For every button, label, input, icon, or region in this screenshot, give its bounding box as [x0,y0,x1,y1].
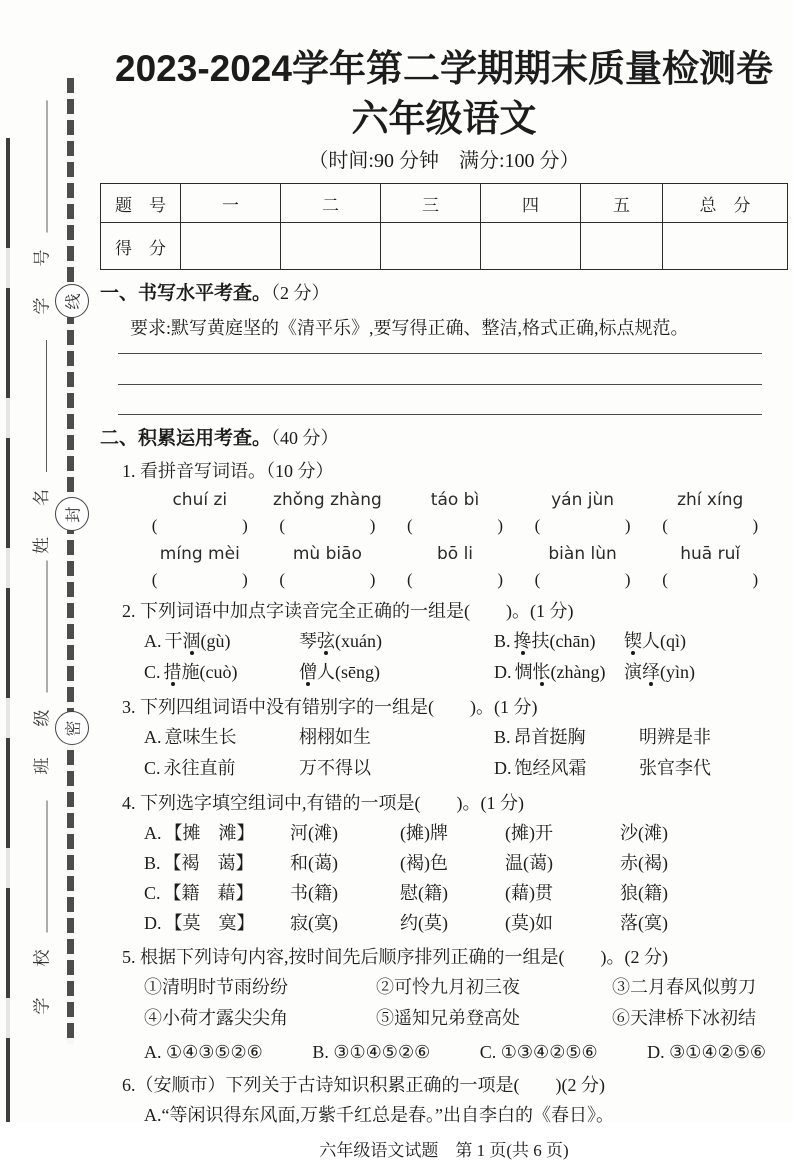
class-blank[interactable] [33,561,48,693]
q4-word: 寂(寞) [290,913,338,933]
score-table-header-cell: 五 [581,184,663,223]
answer-bracket[interactable] [407,568,503,592]
seal-char-feng [55,497,89,531]
score-table-header-cell: 总 分 [663,184,788,223]
q1-stem: 1. 看拼音写词语。（10 分） [122,461,334,481]
dotted-char: 搀 [513,631,532,651]
option-text: (yìn) [660,662,695,682]
q3-option-c-word2: 万不得以 [299,758,371,778]
q4-option-c[interactable] [144,878,290,908]
student-name-field [28,344,56,554]
score-input-cell[interactable] [281,223,381,270]
bracket-open: ( [406,570,413,589]
dotted-char: 弦 [317,631,335,651]
answer-bracket[interactable] [279,514,375,538]
bracket-close: ) [624,516,631,535]
answer-bracket[interactable] [407,514,503,538]
option-text: 永往直前 [163,758,236,778]
q1-answer-brackets-row1 [136,514,774,538]
exam-info-line: （时间:90 分钟 满分:100 分） [308,150,580,172]
q4-word: 赤(褐) [620,853,668,873]
bracket-close: ) [242,570,248,589]
option-label: C. [144,883,161,903]
q6-stem: 6.（安顺市）下列关于古诗知识积累正确的一项是( )(2 分) [122,1075,605,1095]
score-table-header-cell: 题 号 [101,184,181,223]
q3-option-d[interactable] [494,753,639,784]
q4-options [144,818,788,938]
q4-word: 河(滩) [290,823,338,843]
bracket-close: ) [752,570,759,589]
q5-answer-d[interactable]: D. ③①④②⑤⑥ [647,1042,766,1062]
pinyin-word: yán jùn [551,490,615,510]
school-field [29,812,57,1015]
school-label: 学 校 [32,942,52,1015]
score-input-cell[interactable] [481,223,581,270]
class-field [29,578,57,775]
bracket-open: ( [406,516,413,535]
q2-option-b[interactable] [494,626,624,657]
q2-options [144,626,788,688]
answer-bracket[interactable] [152,514,248,538]
q4-word: (褐)色 [400,853,448,873]
option-label: C. [144,758,161,778]
score-table-header-cell: 四 [481,184,581,223]
q4-word: 书(籍) [290,883,338,903]
q1-pinyin-row2 [136,542,774,566]
q4-word: 约(莫) [400,913,448,933]
writing-line[interactable] [118,354,762,385]
option-text: 昂首挺胸 [513,727,586,747]
q4-word: 狼(籍) [620,883,668,903]
bracket-close: ) [497,570,503,589]
score-label-cell: 得 分 [101,223,181,270]
q2-option-c-word2 [299,657,494,688]
dotted-char: 锲 [624,631,642,651]
section2-heading [100,425,788,452]
bracket-close: ) [752,516,759,535]
score-table [100,183,788,270]
score-input-cell[interactable] [581,223,663,270]
option-text: (gù) [200,631,231,651]
option-text: 人(qì) [642,631,686,651]
q3-option-b[interactable] [494,722,639,753]
option-label: B. [494,631,511,651]
student-id-label: 学 号 [32,242,52,315]
page-footer: 六年级语文试题 第 1 页(共 6 页) [319,1141,569,1160]
q2-stem: 2. 下列词语中加点字读音完全正确的一组是( )。(1 分) [122,601,574,621]
q5-answer-b[interactable]: B. ③①④⑤②⑥ [312,1042,431,1062]
score-input-cell[interactable] [381,223,481,270]
q5-answer-a[interactable]: A. ①④③⑤②⑥ [144,1042,263,1062]
school-blank[interactable] [33,801,48,933]
q1-answer-brackets-row2 [136,568,774,592]
q2-option-a[interactable] [144,626,299,657]
char-pair: 【莫 寞】 [164,913,255,933]
q4-option-a[interactable] [144,818,290,848]
class-label: 班 级 [32,702,52,775]
page-title: 2023-2024学年第二学期期末质量检测卷 [115,48,773,89]
option-text: 饱经风霜 [514,758,587,778]
answer-bracket[interactable] [535,568,631,592]
pinyin-word: chuí zi [172,490,228,510]
q5-answer-choices [144,1038,766,1066]
score-input-cell[interactable] [663,223,788,270]
dotted-char: 怅 [532,662,551,682]
q3-stem: 3. 下列四组词语中没有错别字的一组是( )。(1 分) [122,697,538,717]
score-table-header-row [101,184,788,223]
poem-line: ⑤遥知兄弟登高处 [376,1008,520,1028]
q4-stem: 4. 下列选字填空组词中,有错的一项是( )。(1 分) [122,793,524,813]
char-pair: 【籍 藉】 [163,883,254,903]
bracket-open: ( [662,570,668,589]
q3-option-d-word2: 张官李代 [639,758,711,778]
option-label: D. [494,662,512,682]
bracket-close: ) [497,516,503,535]
option-text: 干 [164,631,183,651]
answer-bracket[interactable] [535,514,631,538]
q5-stem: 5. 根据下列诗句内容,按时间先后顺序排列正确的一组是( )。(2 分) [122,947,668,967]
bracket-close: ) [369,570,376,589]
option-label: C. [144,662,161,682]
seal-char-xian-text: 线 [65,292,83,310]
bracket-close: ) [369,516,376,535]
pinyin-word: zhí xíng [677,490,744,510]
pinyin-word: mù biāo [292,544,362,564]
student-id-field [29,100,57,315]
writing-line[interactable] [118,341,762,354]
option-label: B. [494,727,511,747]
option-text: (zhàng) [550,662,606,682]
section1-score: （2 分） [271,283,330,303]
pinyin-word: zhǒng zhàng [273,490,382,510]
q4-word: (摊)牌 [400,823,448,843]
bracket-open: ( [279,516,286,535]
seal-char-feng-text: 封 [65,505,83,523]
option-text: 演 [624,662,642,682]
q4-word: (摊)开 [505,823,553,843]
q4-word: 温(蔼) [505,853,553,873]
poem-line: ②可怜九月初三夜 [376,977,520,997]
poem-line: ①清明时节雨纷纷 [144,977,288,997]
q4-word: 落(寞) [620,913,668,933]
q3-options [144,722,788,784]
poem-line: ③二月春风似剪刀 [612,977,756,997]
section2-score: （40 分） [271,428,339,448]
dotted-char: 涸 [182,631,201,651]
char-pair: 【摊 滩】 [164,823,255,843]
poem-line: ⑥天津桥下冰初结 [612,1008,756,1028]
writing-line[interactable] [118,385,762,415]
dotted-char: 措 [163,662,182,682]
pinyin-word: bō li [436,544,474,564]
dotted-char: 绎 [642,662,660,682]
option-text: 琴 [299,631,317,651]
section1-heading-text: 一、书写水平考查。 [100,283,272,304]
q6-option-a[interactable]: A.“等闲识得东风面,万紫千红总是春。”出自李白的《春日》。 [144,1105,614,1125]
q3-option-b-word2: 明辨是非 [639,727,711,747]
main-content [100,0,788,1163]
score-table-header-cell: 一 [181,184,281,223]
option-text: 意味生长 [164,727,237,747]
poem-line: ④小荷才露尖尖角 [144,1008,288,1028]
bracket-open: ( [662,516,668,535]
q1-pinyin-row1 [136,488,774,512]
scan-edge-artifact [6,138,10,1122]
bracket-open: ( [279,570,286,589]
q2-option-a-word2 [299,626,494,657]
q4-word: (藉)贯 [505,883,553,903]
bracket-close: ) [242,516,248,535]
q4-word: (莫)如 [505,913,553,933]
score-table-header-cell: 二 [281,184,381,223]
q4-word: 和(蔼) [290,853,338,873]
option-label: A. [144,727,162,747]
option-label: D. [144,913,162,933]
student-id-blank[interactable] [33,101,48,233]
pinyin-word: míng mèi [159,544,240,564]
pinyin-word: biàn lùn [548,544,617,564]
option-label: A. [144,631,162,651]
bracket-close: ) [624,570,631,589]
char-pair: 【褐 蔼】 [163,853,254,873]
score-input-cell[interactable] [181,223,281,270]
score-table-score-row [101,223,788,270]
q5-answer-c[interactable]: C. ①③④②⑤⑥ [479,1042,598,1062]
q2-option-b-word2 [624,626,788,657]
q4-option-d[interactable] [144,908,290,938]
bracket-open: ( [151,570,158,589]
seal-char-mi [55,711,89,745]
bracket-open: ( [534,516,541,535]
q4-word: 慰(籍) [400,883,448,903]
q3-option-a[interactable] [144,722,299,753]
bracket-open: ( [151,516,158,535]
section2-heading-text: 二、积累运用考查。 [100,428,272,449]
q4-option-b[interactable] [144,848,290,878]
section1-heading [100,280,788,307]
option-text: 施(cuò) [181,662,238,682]
student-name-blank[interactable] [32,340,47,472]
q3-option-a-word2: 栩栩如生 [299,727,371,747]
answer-bracket[interactable] [662,514,758,538]
q4-word: 沙(滩) [620,823,668,843]
q5-poem-lines [144,972,788,1034]
seal-dotted-line [67,78,74,1044]
section1-requirement: 要求:默写黄庭坚的《清平乐》,要写得正确、整洁,格式正确,标点规范。 [130,318,689,338]
bracket-open: ( [534,570,541,589]
pinyin-word: huā ruǐ [680,544,741,564]
score-table-header-cell: 三 [381,184,481,223]
option-text: 惆 [514,662,533,682]
answer-bracket[interactable] [279,568,375,592]
answer-bracket[interactable] [662,568,758,592]
option-label: B. [144,853,161,873]
option-label: D. [494,758,512,778]
q2-option-c[interactable] [144,657,299,688]
seal-char-xian [55,284,89,318]
q2-option-d[interactable] [494,657,624,688]
option-text: 扶(chān) [531,631,596,651]
option-text: 人(sēng) [317,662,380,682]
seal-char-mi-text: 密 [65,719,83,737]
option-text: (xuán) [335,631,382,651]
q3-option-c[interactable] [144,753,299,784]
q2-option-d-word2 [624,657,788,688]
student-name-label: 姓 名 [32,482,51,554]
page-subtitle: 六年级语文 [351,98,537,139]
answer-bracket[interactable] [152,568,248,592]
pinyin-word: táo bì [430,490,480,510]
option-label: A. [144,823,162,843]
dotted-char: 僧 [299,662,317,682]
